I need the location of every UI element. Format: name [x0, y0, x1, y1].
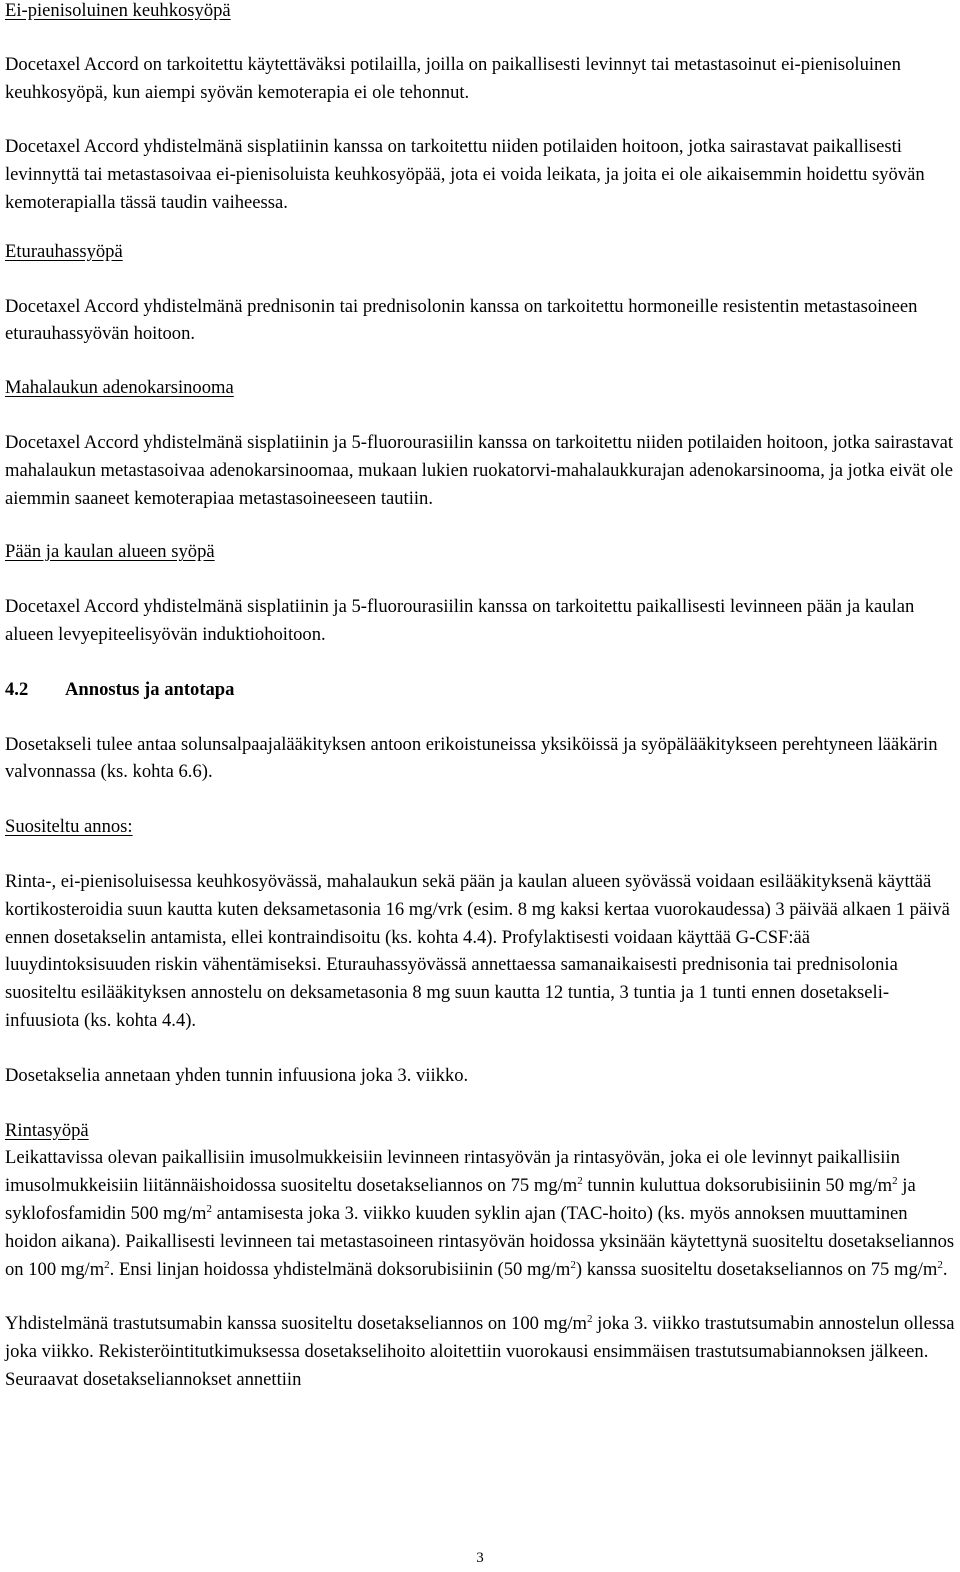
- breast-cancer-heading: Rintasyöpä: [5, 1119, 89, 1141]
- section-number: 4.2: [5, 678, 29, 700]
- section-title: Annostus ja antotapa: [65, 678, 235, 700]
- gastric-paragraph-1: Docetaxel Accord yhdistelmänä sisplatiinin ja 5-fluorourasiilin kanssa on tarkoitettu niiden potilaiden hoitoon, jotka sairastavat mahalaukun metastasoivaa adenokarsinoomaa, mukaan lukien ruokatorvi-mahalaukkurajan adenokarsinooma, ja jotka eivät ole aiemmin saaneet kemoterapiaa metastasoineeseen tautiin.: [5, 431, 954, 509]
- prostate-heading: Eturauhassyöpä: [5, 240, 123, 262]
- nsclc-paragraph-2: Docetaxel Accord yhdistelmänä sisplatiinin kanssa on tarkoitettu niiden potilaiden hoitoon, jotka sairastavat paikallisesti levinnyttä tai metastasoivaa ei-pienisoluista keuhkosyöpää, jota ei voida leikata, ja joita ei ole aikaisemmin hoidettu syövän kemoterapialla tässä taudin vaiheessa.: [5, 136, 925, 213]
- recommended-dose-paragraph-2: Dosetakselia annetaan yhden tunnin infuusiona joka 3. viikko.: [5, 1064, 469, 1086]
- head-neck-heading: Pään ja kaulan alueen syöpä: [5, 541, 215, 563]
- head-neck-paragraph-1: Docetaxel Accord yhdistelmänä sisplatiinin ja 5-fluorourasiilin kanssa on tarkoitettu paikallisesti levinneen pään ja kaulan alueen levyepiteelisyövän induktiohoitoon.: [5, 596, 915, 645]
- document-page: [5, 0, 957, 1394]
- section-4-2-heading: [5, 676, 957, 704]
- section-4-2-paragraph-1: Dosetakseli tulee antaa solunsalpaajalääkityksen antoon erikoistuneissa yksiköissä ja syöpälääkitykseen perehtyneen lääkärin valvonnassa (ks. kohta 6.6).: [5, 733, 938, 783]
- nsclc-heading: Ei-pienisoluinen keuhkosyöpä: [5, 0, 231, 21]
- page-number: 3: [476, 1550, 484, 1566]
- recommended-dose-paragraph-1: Rinta-, ei-pienisoluisessa keuhkosyövässä, mahalaukun sekä pään ja kaulan alueen syövässä voidaan esilääkityksenä käyttää kortikosteroidia suun kautta kuten deksametasonia 16 mg/vrk (esim. 8 mg kaksi kertaa vuorokaudessa) 3 päivää alkaen 1 päivä ennen dosetakselin antamista, ellei kontraindisoitu (ks. kohta 4.4). Profylaktisesti voidaan käyttää G-CSF:ää luuydintoksisuuden riskin vähentämiseksi. Eturauhassyövässä annettaessa samanaikaisesti prednisonia tai prednisolonia suositeltu esilääkityksen annostelu on deksametasonia 8 mg suun kautta 12 tuntia, 3 tuntia ja 1 tunti ennen dosetakseli-infuusiota (ks. kohta 4.4).: [5, 870, 950, 1031]
- breast-cancer-paragraph-2: Yhdistelmänä trastutsumabin kanssa suositeltu dosetakseliannos on 100 $mg/m^2$ joka 3. viikko trastutsumabin annostelun ollessa joka viikko. Rekisteröintitutkimuksessa dosetakselihoito aloitettiin vuorokausi ensimmäisen trastutsumabiannoksen jälkeen. Seuraavat dosetakseliannokset annettiin: [5, 1313, 955, 1390]
- nsclc-paragraph-1: Docetaxel Accord on tarkoitettu käytettäväksi potilailla, joilla on paikallisesti levinnyt tai metastasoinut ei-pienisoluinen keuhkosyöpä, kun aiempi syövän kemoterapia ei ole tehonnut.: [5, 53, 901, 103]
- gastric-heading: Mahalaukun adenokarsinooma: [5, 377, 234, 399]
- breast-cancer-paragraph-1: Leikattavissa olevan paikallisiin imusolmukkeisiin levinneen rintasyövän ja rintasyövän, joka ei ole levinnyt paikallisiin imusolmukkeisiin liitännäishoidossa suositeltu dosetakseliannos on 75 $mg/m^2$ tunnin kuluttua doksorubisiinin 50 $mg/m^2$ ja syklofosfamidin 500 $mg/m^2$ antamisesta joka 3. viikko kuuden syklin ajan (TAC-hoito) (ks. myös annoksen muuttaminen hoidon aikana). Paikallisesti levinneen tai metastasoineen rintasyövän hoidossa yksinään käytettynä suositeltu dosetakseliannos on 100 $mg/m^2$. Ensi linjan hoidossa yhdistelmänä doksorubisiinin (50 $mg/m^2$) kanssa suositeltu dosetakseliannos on 75 $mg/m^2$.: [5, 1147, 955, 1280]
- prostate-paragraph-1: Docetaxel Accord yhdistelmänä prednisonin tai prednisolonin kanssa on tarkoitettu hormoneille resistentin metastasoineen eturauhassyövän hoitoon.: [5, 295, 918, 345]
- recommended-dose-heading: Suositeltu annos:: [5, 816, 133, 838]
